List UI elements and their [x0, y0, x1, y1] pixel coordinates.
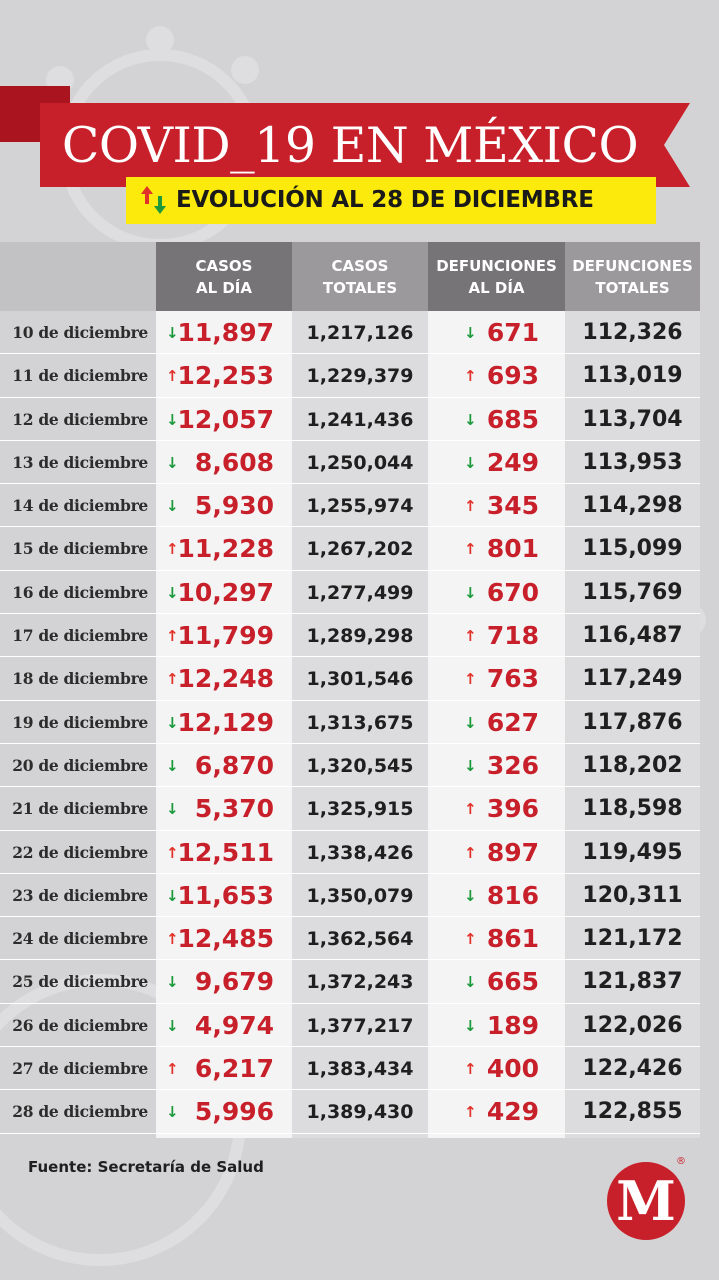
deaths-day-value: 670 [486, 577, 539, 607]
arrow-down-icon: ↓ [166, 973, 179, 992]
header-casos-dia: CASOS AL DÍA [156, 242, 292, 311]
deaths-total-value: 116,487 [582, 623, 683, 649]
table-row [0, 1090, 700, 1133]
table-row [0, 831, 700, 874]
cases-day-cell [156, 441, 292, 483]
cases-day-value: 5,370 [194, 794, 274, 824]
arrow-up-icon: ↑ [464, 367, 477, 386]
deaths-day-cell [428, 614, 565, 656]
table-row [0, 960, 700, 1003]
deaths-day-cell [428, 484, 565, 526]
arrow-down-icon: ↓ [166, 324, 179, 342]
arrow-down-icon: ↓ [166, 800, 179, 819]
deaths-day-cell [428, 1004, 565, 1046]
deaths-day-value: 861 [486, 924, 539, 954]
table-row [0, 614, 700, 657]
cases-total-value: 1,289,298 [306, 625, 414, 648]
arrow-up-icon: ↑ [464, 843, 477, 862]
row-date: 21 de diciembre [12, 799, 148, 819]
arrow-down-icon: ↓ [166, 1016, 179, 1035]
deaths-total-value: 120,311 [582, 882, 683, 908]
arrow-down-icon: ↓ [166, 583, 179, 602]
cases-total-value: 1,320,545 [306, 754, 414, 777]
deaths-day-value: 429 [486, 1097, 539, 1127]
cases-day-cell [156, 917, 292, 959]
arrow-up-icon: ↑ [464, 627, 477, 646]
arrow-up-icon: ↑ [166, 540, 179, 559]
cases-day-cell [156, 1004, 292, 1046]
row-date: 12 de diciembre [12, 409, 148, 429]
deaths-day-value: 897 [486, 837, 539, 867]
arrow-up-icon: ↑ [464, 497, 477, 516]
deaths-day-cell [428, 311, 565, 353]
cases-day-value: 5,930 [194, 491, 274, 521]
table-row [0, 571, 700, 614]
deaths-day-value: 627 [486, 707, 539, 737]
deaths-day-value: 189 [486, 1010, 539, 1040]
table-row [0, 484, 700, 527]
table-row [0, 354, 700, 397]
deaths-total-value: 117,876 [582, 709, 683, 735]
deaths-day-value: 400 [486, 1054, 539, 1084]
deaths-day-cell [428, 787, 565, 829]
row-date: 27 de diciembre [12, 1059, 148, 1079]
cases-day-value: 9,679 [194, 967, 274, 997]
arrow-down-icon: ↓ [464, 453, 477, 472]
cases-day-cell [156, 398, 292, 440]
arrow-down-icon: ↓ [166, 886, 179, 905]
table-row [0, 917, 700, 960]
cases-day-cell [156, 960, 292, 1002]
deaths-total-value: 113,019 [582, 363, 683, 389]
deaths-total-value: 114,298 [582, 493, 683, 519]
cases-day-value: 11,799 [177, 621, 274, 651]
deaths-day-value: 345 [486, 491, 539, 521]
deaths-total-value: 115,769 [582, 579, 683, 605]
arrow-up-icon: ↑ [464, 1060, 477, 1079]
deaths-day-cell [428, 831, 565, 873]
deaths-total-value: 118,202 [582, 752, 683, 778]
cases-day-cell [156, 744, 292, 786]
cases-day-value: 8,608 [194, 447, 274, 477]
arrow-down-icon: ↓ [464, 410, 477, 429]
table-row [0, 744, 700, 787]
cases-day-value: 12,248 [177, 664, 274, 694]
arrow-down-icon: ↓ [166, 1103, 179, 1122]
arrow-up-icon: ↑ [166, 670, 179, 689]
cases-day-cell [156, 311, 292, 353]
cases-total-value: 1,301,546 [306, 668, 414, 691]
arrow-up-icon: ↑ [464, 670, 477, 689]
row-date: 18 de diciembre [12, 669, 148, 689]
cases-day-cell [156, 787, 292, 829]
deaths-day-value: 396 [486, 794, 539, 824]
arrow-up-icon: ↑ [166, 367, 179, 386]
deaths-day-cell [428, 917, 565, 959]
arrow-up-icon: ↑ [166, 930, 179, 949]
subtitle: EVOLUCIÓN AL 28 DE DICIEMBRE [176, 187, 594, 213]
cases-total-value: 1,255,974 [306, 495, 414, 518]
table-row [0, 1004, 700, 1047]
deaths-day-value: 326 [486, 750, 539, 780]
deaths-day-value: 816 [486, 880, 539, 910]
cases-day-value: 6,217 [194, 1054, 274, 1084]
arrow-down-icon: ↓ [166, 497, 179, 516]
deaths-total-value: 121,172 [582, 926, 683, 952]
arrow-up-icon: ↑ [166, 627, 179, 646]
arrow-up-icon: ↑ [166, 843, 179, 862]
table-row [0, 441, 700, 484]
deaths-total-value: 122,426 [582, 1056, 683, 1082]
cases-day-cell [156, 571, 292, 613]
registered-mark: ® [676, 1156, 686, 1167]
deaths-day-value: 718 [486, 621, 539, 651]
arrow-down-icon: ↓ [464, 324, 477, 342]
deaths-day-cell [428, 571, 565, 613]
header-defunciones-dia: DEFUNCIONES AL DÍA [428, 242, 565, 311]
cases-day-value: 11,228 [177, 534, 274, 564]
cases-total-value: 1,250,044 [306, 451, 414, 474]
arrow-down-icon: ↓ [464, 713, 477, 732]
deaths-day-cell [428, 441, 565, 483]
deaths-day-cell [428, 701, 565, 743]
deaths-day-cell [428, 657, 565, 699]
cases-total-value: 1,383,434 [306, 1058, 414, 1081]
cases-total-value: 1,229,379 [306, 365, 414, 388]
cases-total-value: 1,372,243 [306, 971, 414, 994]
deaths-day-cell [428, 874, 565, 916]
cases-day-cell [156, 701, 292, 743]
page-title: COVID_19 EN MÉXICO [61, 117, 639, 174]
cases-total-value: 1,350,079 [306, 884, 414, 907]
arrow-down-icon: ↓ [166, 756, 179, 775]
deaths-total-value: 113,953 [582, 449, 683, 475]
arrow-down-icon: ↓ [464, 756, 477, 775]
row-date: 14 de diciembre [12, 496, 148, 516]
row-date: 16 de diciembre [12, 582, 148, 602]
table-row [0, 787, 700, 830]
arrow-up-icon: ↑ [464, 930, 477, 949]
cases-day-value: 6,870 [194, 750, 274, 780]
deaths-day-cell [428, 398, 565, 440]
arrow-up-icon: ↑ [464, 800, 477, 819]
deaths-day-cell [428, 1047, 565, 1089]
row-date: 28 de diciembre [12, 1102, 148, 1122]
deaths-total-value: 117,249 [582, 666, 683, 692]
cases-total-value: 1,389,430 [306, 1101, 414, 1124]
row-date: 15 de diciembre [12, 539, 148, 559]
deaths-day-value: 249 [486, 447, 539, 477]
arrow-down-icon: ↓ [464, 973, 477, 992]
cases-day-cell [156, 614, 292, 656]
deaths-total-value: 122,026 [582, 1012, 683, 1038]
deaths-day-cell [428, 527, 565, 569]
cases-total-value: 1,313,675 [306, 711, 414, 734]
header-casos-totales: CASOS TOTALES [292, 242, 428, 311]
cases-day-value: 5,996 [194, 1097, 274, 1127]
table-row [0, 398, 700, 441]
deaths-day-cell [428, 354, 565, 396]
cases-day-value: 12,511 [177, 837, 274, 867]
data-table [0, 311, 700, 1134]
arrow-up-icon: ↑ [166, 1060, 179, 1079]
cases-total-value: 1,241,436 [306, 408, 414, 431]
cases-day-value: 12,129 [177, 707, 274, 737]
row-date: 23 de diciembre [12, 885, 148, 905]
cases-day-cell [156, 1047, 292, 1089]
row-date: 26 de diciembre [12, 1015, 148, 1035]
deaths-total-value: 112,326 [582, 320, 683, 345]
deaths-total-value: 121,837 [582, 969, 683, 995]
cases-day-value: 4,974 [194, 1010, 274, 1040]
cases-day-value: 12,253 [177, 361, 274, 391]
arrow-up-icon: ↑ [464, 1103, 477, 1122]
logo-letter: M [616, 1169, 676, 1233]
deaths-day-value: 665 [486, 967, 539, 997]
cases-day-cell [156, 354, 292, 396]
deaths-day-value: 693 [486, 361, 539, 391]
deaths-day-value: 671 [486, 318, 539, 347]
cases-total-value: 1,338,426 [306, 841, 414, 864]
row-date: 20 de diciembre [12, 755, 148, 775]
arrow-down-icon: ↓ [166, 410, 179, 429]
deaths-day-value: 801 [486, 534, 539, 564]
arrow-down-icon: ↓ [166, 713, 179, 732]
source-note: Fuente: Secretaría de Salud [28, 1158, 264, 1176]
deaths-total-value: 122,855 [582, 1099, 683, 1125]
arrow-down-icon: ↓ [166, 453, 179, 472]
deaths-total-value: 113,704 [582, 406, 683, 432]
deaths-total-value: 118,598 [582, 796, 683, 822]
row-date: 25 de diciembre [12, 972, 148, 992]
cases-total-value: 1,217,126 [306, 322, 414, 344]
arrow-down-icon: ↓ [464, 583, 477, 602]
cases-day-cell [156, 831, 292, 873]
table-row [0, 527, 700, 570]
row-date: 24 de diciembre [12, 929, 148, 949]
cases-day-cell [156, 874, 292, 916]
header-defunciones-totales: DEFUNCIONES TOTALES [565, 242, 700, 311]
table-row [0, 1047, 700, 1090]
row-date: 17 de diciembre [12, 626, 148, 646]
cases-total-value: 1,277,499 [306, 581, 414, 604]
arrow-down-icon: ↓ [464, 886, 477, 905]
cases-day-value: 11,897 [177, 318, 274, 347]
cases-total-value: 1,325,915 [306, 798, 414, 821]
row-date: 11 de diciembre [12, 366, 148, 386]
cases-day-cell [156, 484, 292, 526]
cases-total-value: 1,362,564 [306, 928, 414, 951]
arrow-down-icon: ↓ [464, 1016, 477, 1035]
cases-day-cell [156, 657, 292, 699]
row-date: 19 de diciembre [12, 712, 148, 732]
cases-day-value: 12,485 [177, 924, 274, 954]
table-row [0, 874, 700, 917]
cases-day-value: 11,653 [177, 880, 274, 910]
row-date: 22 de diciembre [12, 842, 148, 862]
arrow-up-icon: ↑ [464, 540, 477, 559]
table-row [0, 701, 700, 744]
up-down-arrows-icon [139, 184, 169, 216]
table-row [0, 311, 700, 354]
cases-total-value: 1,267,202 [306, 538, 414, 561]
cases-total-value: 1,377,217 [306, 1014, 414, 1037]
cases-day-cell [156, 527, 292, 569]
deaths-total-value: 119,495 [582, 839, 683, 865]
cases-day-value: 10,297 [177, 577, 274, 607]
deaths-day-cell [428, 1090, 565, 1132]
row-date: 13 de diciembre [12, 452, 148, 472]
cases-day-cell [156, 1090, 292, 1132]
deaths-day-cell [428, 744, 565, 786]
deaths-day-value: 685 [486, 404, 539, 434]
deaths-total-value: 115,099 [582, 536, 683, 562]
deaths-day-cell [428, 960, 565, 1002]
table-row [0, 657, 700, 700]
cases-day-value: 12,057 [177, 404, 274, 434]
deaths-day-value: 763 [486, 664, 539, 694]
row-date: 10 de diciembre [12, 323, 148, 342]
